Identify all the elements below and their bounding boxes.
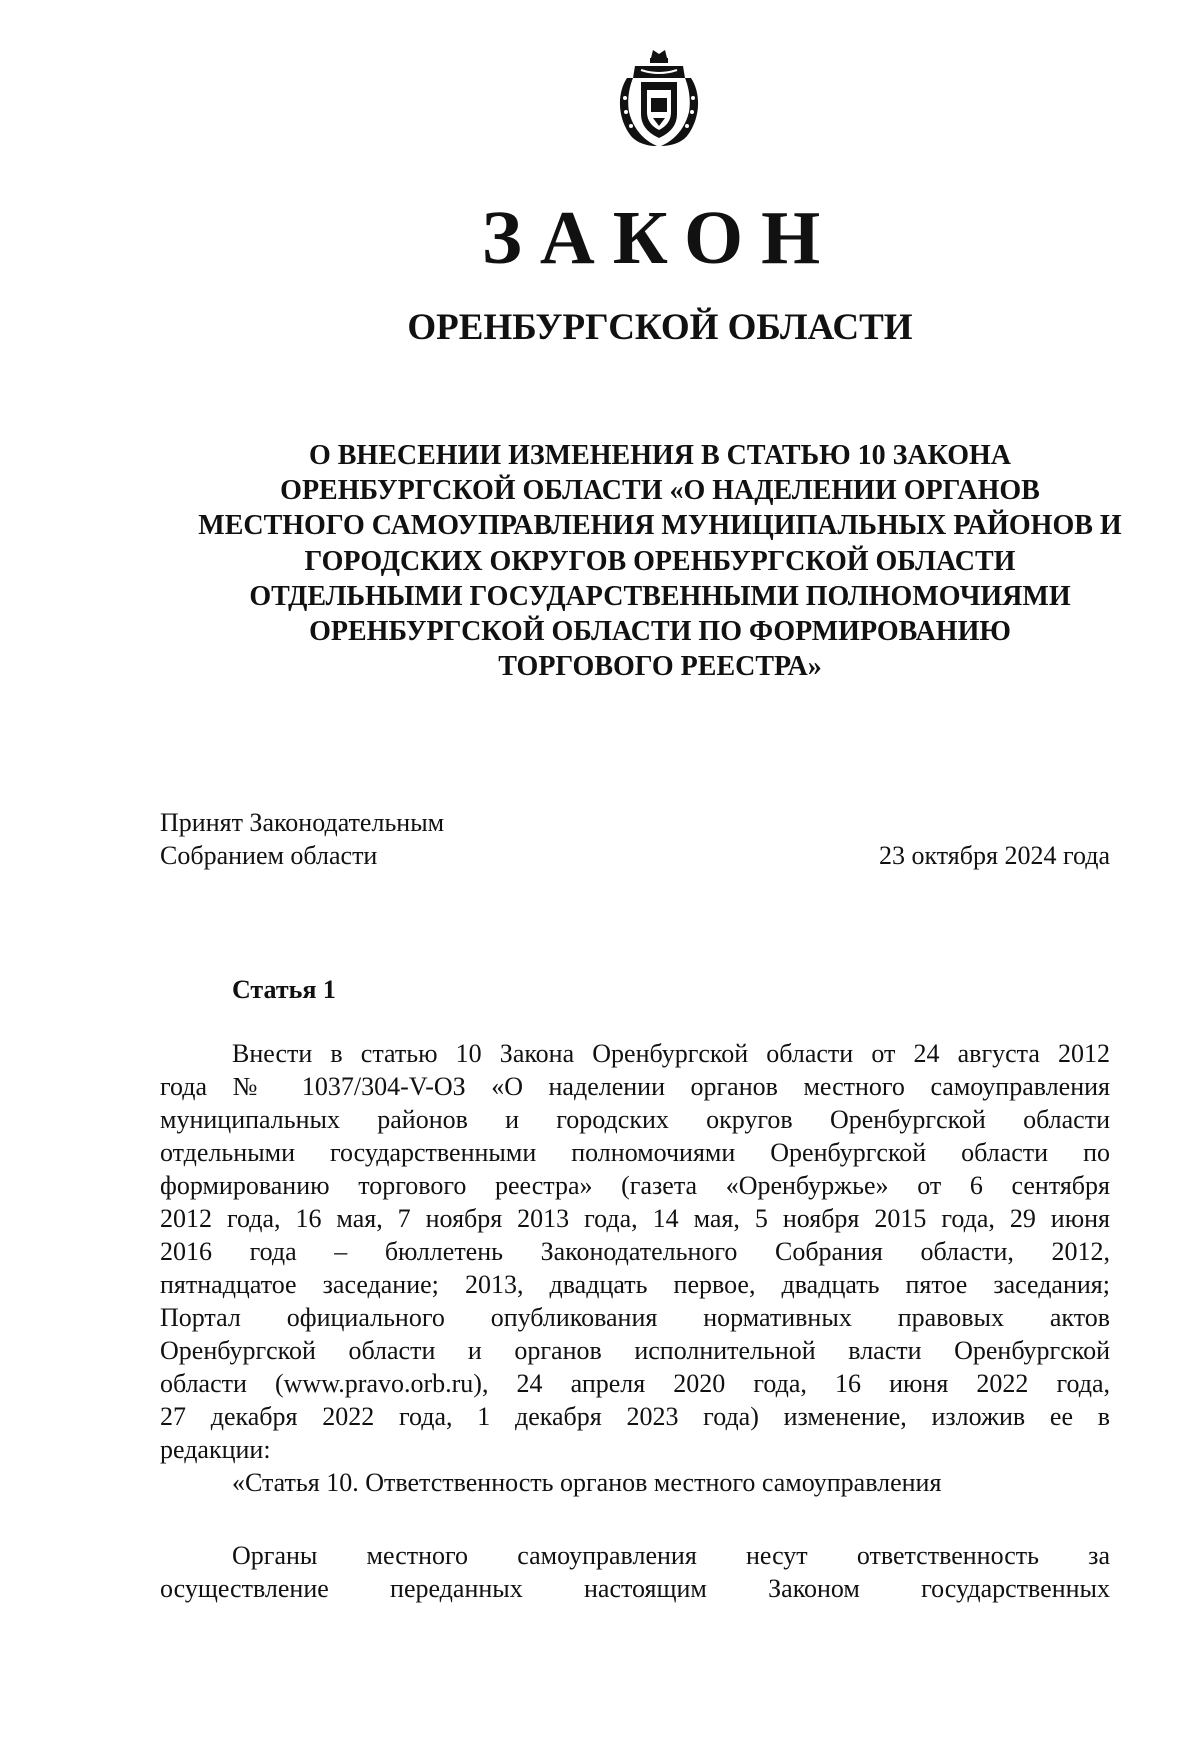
article-title: Статья 1 [232, 975, 336, 1004]
paragraph-line: редакции: [160, 1435, 271, 1464]
paragraph-line: 2016 года – бюллетень Законодательного Собрания области, 2012, [160, 1237, 1110, 1266]
paragraph-line: 2012 года, 16 мая, 7 ноября 2013 года, 14 мая, 5 ноября 2015 года, 29 июня [160, 1204, 1110, 1233]
paragraph-line: Портал официального опубликования нормативных правовых актов [160, 1303, 1110, 1332]
paragraph-line: пятнадцатое заседание; 2013, двадцать первое, двадцать пятое заседания; [160, 1270, 1110, 1299]
adoption-line: Принят Законодательным [160, 808, 445, 837]
paragraph-gap [160, 1499, 1110, 1539]
article-body [160, 1037, 1110, 1605]
heading-line: ОРЕНБУРГСКОЙ ОБЛАСТИ «О НАДЕЛЕНИИ ОРГАНОВ [280, 475, 1040, 507]
adoption-line: Собранием области [160, 841, 378, 870]
heading-line: МЕСТНОГО САМОУПРАВЛЕНИЯ МУНИЦИПАЛЬНЫХ РАЙОНОВ И [198, 510, 1122, 542]
heading-line: ТОРГОВОГО РЕЕСТРА» [498, 651, 822, 683]
coat-of-arms-icon [613, 48, 705, 150]
paragraph-line: Внести в статью 10 Закона Оренбургской области от 24 августа 2012 [232, 1039, 1110, 1068]
paragraph-line: муниципальных районов и городских округов Оренбургской области [160, 1105, 1110, 1134]
adoption-block [160, 806, 444, 872]
paragraph-line: отдельными государственными полномочиями Оренбургской области по [160, 1138, 1110, 1167]
quoted-article-title: «Статья 10. Ответственность органов местного самоуправления [232, 1468, 942, 1497]
document-title: ЗАКОН [481, 196, 839, 280]
law-heading [150, 438, 1170, 684]
adoption-date: 23 октября 2024 года [879, 841, 1110, 870]
heading-line: ГОРОДСКИХ ОКРУГОВ ОРЕНБУРГСКОЙ ОБЛАСТИ [304, 545, 1016, 577]
document-subtitle: ОРЕНБУРГСКОЙ ОБЛАСТИ [407, 307, 913, 348]
paragraph-line: Оренбургской области и органов исполнительной власти Оренбургской [160, 1336, 1110, 1365]
heading-line: ОРЕНБУРГСКОЙ ОБЛАСТИ ПО ФОРМИРОВАНИЮ [309, 616, 1011, 648]
paragraph-line: года № 1037/304-V-ОЗ «О наделении органов местного самоуправления [160, 1072, 1110, 1101]
paragraph-line: формированию торгового реестра» (газета «Оренбуржье» от 6 сентября [160, 1171, 1110, 1200]
paragraph-line: 27 декабря 2022 года, 1 декабря 2023 года) изменение, изложив ее в [160, 1402, 1110, 1431]
heading-line: О ВНЕСЕНИИ ИЗМЕНЕНИЯ В СТАТЬЮ 10 ЗАКОНА [308, 440, 1012, 471]
paragraph-line: Органы местного самоуправления несут ответственность за [232, 1541, 1110, 1570]
paragraph-line: области (www.pravo.orb.ru), 24 апреля 2020 года, 16 июня 2022 года, [160, 1369, 1110, 1398]
heading-line: ОТДЕЛЬНЫМИ ГОСУДАРСТВЕННЫМИ ПОЛНОМОЧИЯМИ [249, 580, 1071, 612]
paragraph-line: осуществление переданных настоящим Законом государственных [160, 1574, 1110, 1603]
